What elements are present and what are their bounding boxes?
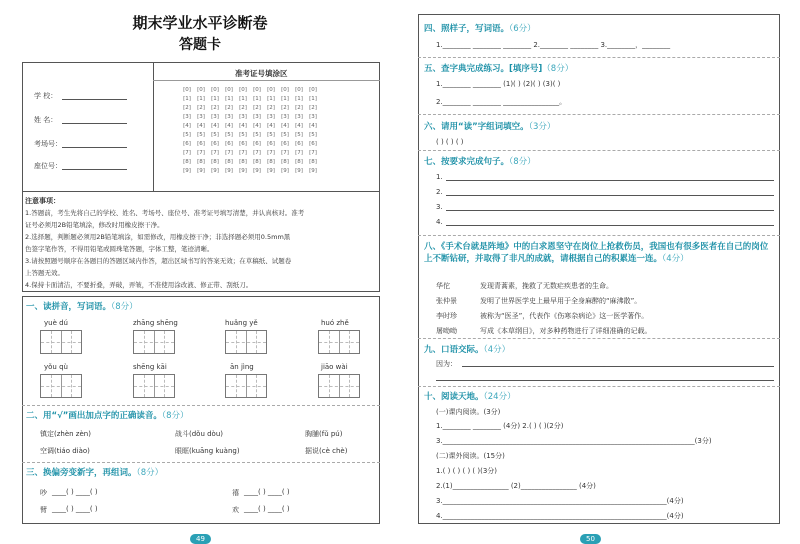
name-label: 姓 名：	[34, 116, 58, 124]
digit-bubble[interactable]: [4]	[197, 123, 205, 129]
digit-bubble[interactable]: [6]	[281, 141, 289, 147]
digit-bubble[interactable]: [5]	[225, 132, 233, 138]
section-8-title: 八、《手术台就是阵地》中的白求恩坚守在岗位上抢救伤员，我国也有很多医者在自己的岗位上不断钻研，并取得了非凡的成就，请根据自己的积累连一连。（4分）	[424, 242, 769, 264]
answer-line[interactable]: 1.( ) ( ) ( ) ( )(3分)	[436, 467, 498, 475]
digit-bubble[interactable]: [3]	[267, 114, 275, 120]
answer-line[interactable]	[446, 210, 774, 211]
note-line: 1.答题前，考生先将自己的学校、姓名、考场号、座位号、准考证号填写清楚，并认真核对。准考	[25, 209, 305, 217]
reading-item[interactable]: 胸脯(fǔ pú)	[305, 430, 343, 438]
pinyin: yuè dú	[44, 319, 68, 327]
line-number: 1.	[436, 173, 443, 181]
section-1-title: 一、读拼音，写词语。（8分）	[26, 302, 138, 312]
note-line: 3.请按照题号顺序在各题目的答题区域内作答，超出区域书写的答案无效；在草稿纸、试题卷	[25, 257, 292, 265]
line-number: 4.	[436, 218, 443, 226]
answer-line[interactable]	[446, 195, 774, 196]
because-label: 因为：	[436, 360, 457, 368]
seat-label: 座位号：	[34, 162, 62, 170]
subsection-title: (一)课内阅读。(3分)	[436, 408, 501, 416]
digit-bubble[interactable]: [0]	[253, 87, 261, 93]
name-field[interactable]	[62, 123, 127, 124]
digit-bubble[interactable]: [3]	[225, 114, 233, 120]
answer-line[interactable]: 2.(1)________________ (2)________________ (4分)	[436, 482, 596, 490]
digit-bubble[interactable]: [6]	[239, 141, 247, 147]
digit-bubble[interactable]: [2]	[239, 105, 247, 111]
page-number: 49	[190, 534, 211, 544]
digit-bubble[interactable]: [9]	[197, 168, 205, 174]
digit-bubble[interactable]: [4]	[295, 123, 303, 129]
answer-line[interactable]: 1.________ ________ ________ 2.________ ________ 3.________，________	[436, 41, 671, 49]
digit-bubble[interactable]: [8]	[267, 159, 275, 165]
writing-grid[interactable]	[225, 330, 267, 354]
digit-bubble[interactable]: [7]	[225, 150, 233, 156]
notes-box	[22, 192, 380, 292]
digit-bubble[interactable]: [1]	[211, 96, 219, 102]
digit-bubble[interactable]: [5]	[211, 132, 219, 138]
digit-bubble[interactable]: [3]	[183, 114, 191, 120]
digit-bubble[interactable]: [2]	[183, 105, 191, 111]
writing-grid[interactable]	[133, 330, 175, 354]
reading-item[interactable]: 据说(cè chè)	[305, 447, 348, 455]
digit-bubble[interactable]: [3]	[197, 114, 205, 120]
digit-bubble[interactable]: [6]	[253, 141, 261, 147]
section-3-title: 三、换偏旁变新字，再组词。（8分）	[26, 468, 164, 478]
digit-bubble[interactable]: [6]	[267, 141, 275, 147]
digit-bubble[interactable]: [0]	[309, 87, 317, 93]
digit-bubble[interactable]: [1]	[225, 96, 233, 102]
digit-bubble[interactable]: [7]	[295, 150, 303, 156]
digit-bubble[interactable]: [8]	[225, 159, 233, 165]
digit-bubble[interactable]: [2]	[225, 105, 233, 111]
digit-bubble[interactable]: [3]	[253, 114, 261, 120]
radical-char: 臂	[40, 506, 47, 514]
digit-bubble[interactable]: [0]	[211, 87, 219, 93]
admission-bubble-grid[interactable]	[180, 86, 320, 176]
page-number: 50	[580, 534, 601, 544]
answer-line[interactable]: 2.________ ________ ________________。	[436, 98, 567, 106]
section-9-title: 九、口语交际。（4分）	[424, 345, 511, 355]
digit-bubble[interactable]: [5]	[239, 132, 247, 138]
radical-char: 禧	[232, 489, 239, 497]
radical-char: 吵	[40, 489, 47, 497]
achievement[interactable]: 发明了世界医学史上最早用于全身麻醉的“麻沸散”。	[480, 297, 642, 305]
digit-bubble[interactable]: [7]	[239, 150, 247, 156]
reading-item[interactable]: 战斗(dǒu dòu)	[175, 430, 224, 438]
digit-bubble[interactable]: [9]	[211, 168, 219, 174]
section-6-title: 六、请用“读”字组词填空。（3分）	[424, 122, 556, 132]
digit-bubble[interactable]: [0]	[295, 87, 303, 93]
digit-bubble[interactable]: [4]	[253, 123, 261, 129]
exam-title: 期末学业水平诊断卷	[132, 14, 268, 32]
digit-bubble[interactable]: [5]	[197, 132, 205, 138]
digit-bubble[interactable]: [5]	[267, 132, 275, 138]
answer-area-right	[418, 14, 780, 524]
digit-bubble[interactable]: [1]	[295, 96, 303, 102]
doctor-name[interactable]: 屠呦呦	[436, 327, 457, 335]
digit-bubble[interactable]: [9]	[183, 168, 191, 174]
digit-bubble[interactable]: [8]	[239, 159, 247, 165]
digit-bubble[interactable]: [5]	[183, 132, 191, 138]
digit-bubble[interactable]: [3]	[309, 114, 317, 120]
digit-bubble[interactable]: [1]	[267, 96, 275, 102]
reading-item[interactable]: 镇定(zhèn zèn)	[40, 430, 91, 438]
digit-bubble[interactable]: [9]	[253, 168, 261, 174]
doctor-name[interactable]: 李时珍	[436, 312, 457, 320]
pinyin: jiāo wài	[321, 363, 348, 371]
digit-bubble[interactable]: [2]	[253, 105, 261, 111]
radical-blanks[interactable]: ____( ) ____( )	[52, 488, 98, 496]
digit-bubble[interactable]: [7]	[281, 150, 289, 156]
digit-bubble[interactable]: [6]	[295, 141, 303, 147]
section-5-title: 五、查字典完成练习。[填序号]（8分）	[424, 64, 574, 74]
digit-bubble[interactable]: [6]	[197, 141, 205, 147]
exam-room-field[interactable]	[62, 147, 127, 148]
radical-blanks[interactable]: ____( ) ____( )	[52, 505, 98, 513]
exam-room-label: 考场号：	[34, 140, 62, 148]
digit-bubble[interactable]: [5]	[253, 132, 261, 138]
digit-bubble[interactable]: [9]	[309, 168, 317, 174]
note-line: 证号必须用2B铅笔填涂，修改时用橡皮擦干净。	[25, 221, 164, 229]
digit-bubble[interactable]: [1]	[309, 96, 317, 102]
writing-grid[interactable]	[318, 330, 360, 354]
digit-bubble[interactable]: [2]	[197, 105, 205, 111]
digit-bubble[interactable]: [5]	[281, 132, 289, 138]
digit-bubble[interactable]: [4]	[267, 123, 275, 129]
digit-bubble[interactable]: [9]	[239, 168, 247, 174]
digit-bubble[interactable]: [7]	[253, 150, 261, 156]
digit-bubble[interactable]: [6]	[211, 141, 219, 147]
digit-bubble[interactable]: [2]	[309, 105, 317, 111]
pinyin: huǎng yě	[225, 319, 258, 327]
digit-bubble[interactable]: [0]	[197, 87, 205, 93]
seat-field[interactable]	[62, 169, 127, 170]
digit-bubble[interactable]: [8]	[211, 159, 219, 165]
digit-bubble[interactable]: [6]	[309, 141, 317, 147]
radical-blanks[interactable]: ____( ) ____( )	[244, 488, 290, 496]
reading-item[interactable]: 眼眶(kuāng kuàng)	[175, 447, 240, 455]
answer-line[interactable]	[446, 180, 774, 181]
exam-subtitle: 答题卡	[179, 37, 221, 53]
school-label: 学 校：	[34, 92, 58, 100]
digit-bubble[interactable]: [4]	[183, 123, 191, 129]
answer-line[interactable]: 3.________________________________________________________________________(3分)	[436, 437, 712, 445]
digit-bubble[interactable]: [0]	[183, 87, 191, 93]
digit-bubble[interactable]: [7]	[183, 150, 191, 156]
digit-bubble[interactable]: [2]	[267, 105, 275, 111]
right-page	[400, 0, 800, 544]
digit-bubble[interactable]: [4]	[211, 123, 219, 129]
digit-bubble[interactable]: [4]	[239, 123, 247, 129]
answer-line[interactable]: 1.________ ________ (1)( ) (2)( ) (3)( )	[436, 80, 561, 88]
notes-title: 注意事项：	[25, 197, 60, 205]
subsection-title: (二)课外阅读。(15分)	[436, 452, 505, 460]
answer-line[interactable]: 3.________________________________________________________________(4分)	[436, 497, 684, 505]
digit-bubble[interactable]: [2]	[211, 105, 219, 111]
digit-bubble[interactable]: [8]	[295, 159, 303, 165]
digit-bubble[interactable]: [0]	[267, 87, 275, 93]
pinyin: huó zhě	[321, 319, 349, 327]
radical-blanks[interactable]: ____( ) ____( )	[244, 505, 290, 513]
digit-bubble[interactable]: [2]	[295, 105, 303, 111]
digit-bubble[interactable]: [0]	[239, 87, 247, 93]
digit-bubble[interactable]: [2]	[281, 105, 289, 111]
writing-grid[interactable]	[225, 374, 267, 398]
digit-bubble[interactable]: [8]	[197, 159, 205, 165]
radical-char: 欢	[232, 506, 239, 514]
note-line: 色签字笔作答，不得用铅笔或圆珠笔答题，字体工整，笔迹清晰。	[25, 245, 214, 253]
digit-bubble[interactable]: [6]	[225, 141, 233, 147]
digit-bubble[interactable]: [3]	[295, 114, 303, 120]
answer-line[interactable]	[446, 225, 774, 226]
digit-bubble[interactable]: [1]	[253, 96, 261, 102]
pinyin: yǒu qù	[44, 363, 68, 371]
digit-bubble[interactable]: [6]	[183, 141, 191, 147]
answer-line[interactable]: 1.________ ________ (4分) 2.( ) ( )(2分)	[436, 422, 564, 430]
digit-bubble[interactable]: [7]	[267, 150, 275, 156]
pinyin: zhāng shēng	[133, 319, 178, 327]
line-number: 3.	[436, 203, 443, 211]
pinyin: ān jìng	[230, 363, 254, 371]
doctor-name[interactable]: 华佗	[436, 282, 450, 290]
school-field[interactable]	[62, 99, 127, 100]
digit-bubble[interactable]: [5]	[295, 132, 303, 138]
line-number: 2.	[436, 188, 443, 196]
doctor-name[interactable]: 张仲景	[436, 297, 457, 305]
digit-bubble[interactable]: [0]	[281, 87, 289, 93]
digit-bubble[interactable]: [8]	[309, 159, 317, 165]
digit-bubble[interactable]: [4]	[309, 123, 317, 129]
digit-bubble[interactable]: [7]	[309, 150, 317, 156]
section-4-title: 四、照样子，写词语。（6分）	[424, 24, 536, 34]
digit-bubble[interactable]: [7]	[211, 150, 219, 156]
digit-bubble[interactable]: [8]	[253, 159, 261, 165]
section-2-title: 二、用“√”画出加点字的正确读音。（8分）	[26, 411, 189, 421]
digit-bubble[interactable]: [9]	[295, 168, 303, 174]
digit-bubble[interactable]: [0]	[225, 87, 233, 93]
writing-grid[interactable]	[133, 374, 175, 398]
digit-bubble[interactable]: [8]	[183, 159, 191, 165]
note-line: 上答题无效。	[25, 269, 64, 277]
admission-title: 准考证号填涂区	[235, 69, 288, 78]
answer-line[interactable]	[436, 380, 774, 381]
reading-item[interactable]: 空调(tiáo diào)	[40, 447, 90, 455]
digit-bubble[interactable]: [5]	[309, 132, 317, 138]
digit-bubble[interactable]: [1]	[197, 96, 205, 102]
answer-line[interactable]: 4.________________________________________________________________(4分)	[436, 512, 684, 520]
digit-bubble[interactable]: [9]	[281, 168, 289, 174]
achievement[interactable]: 被称为“医圣”，代表作《伤寒杂病论》这一医学著作。	[480, 312, 649, 320]
digit-bubble[interactable]: [7]	[197, 150, 205, 156]
writing-grid[interactable]	[318, 374, 360, 398]
digit-bubble[interactable]: [1]	[183, 96, 191, 102]
answer-line[interactable]: ( ) ( ) ( )	[436, 138, 464, 146]
answer-line[interactable]	[462, 366, 774, 367]
writing-grid[interactable]	[40, 374, 82, 398]
digit-bubble[interactable]: [3]	[281, 114, 289, 120]
digit-bubble[interactable]: [4]	[225, 123, 233, 129]
pinyin: shēng kāi	[133, 363, 167, 371]
digit-bubble[interactable]: [9]	[267, 168, 275, 174]
achievement[interactable]: 发现青蒿素，挽救了无数疟疾患者的生命。	[480, 282, 613, 290]
digit-bubble[interactable]: [4]	[281, 123, 289, 129]
digit-bubble[interactable]: [9]	[225, 168, 233, 174]
digit-bubble[interactable]: [8]	[281, 159, 289, 165]
section-10-title: 十、阅读天地。（24分）	[424, 392, 516, 402]
note-line: 4.保持卡面清洁，不要折叠，弄破，弄皱，不准使用涂改液、修正带、刮纸刀。	[25, 281, 253, 289]
note-line: 2.选择题，判断题必须用2B铅笔填涂，如需修改，用橡皮擦干净；非选择题必须用0.5mm黑	[25, 233, 291, 241]
digit-bubble[interactable]: [3]	[211, 114, 219, 120]
achievement[interactable]: 写成《本草纲目》，对多种药物进行了详细准确的记载。	[480, 327, 652, 335]
digit-bubble[interactable]: [1]	[281, 96, 289, 102]
writing-grid[interactable]	[40, 330, 82, 354]
section-7-title: 七、按要求完成句子。（8分）	[424, 157, 536, 167]
digit-bubble[interactable]: [1]	[239, 96, 247, 102]
digit-bubble[interactable]: [3]	[239, 114, 247, 120]
